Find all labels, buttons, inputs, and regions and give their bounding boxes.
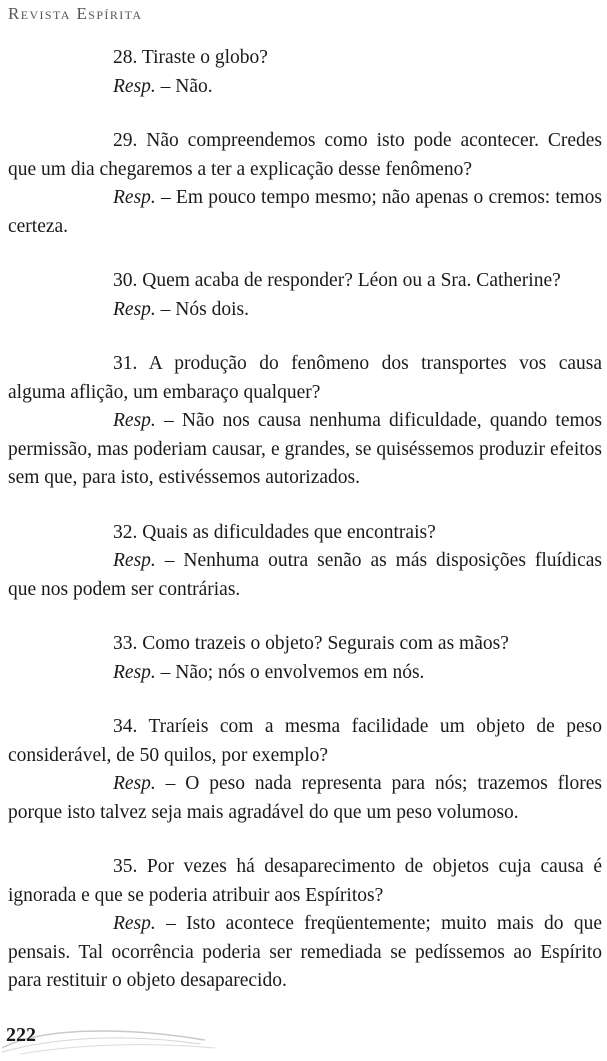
question-text: 29. Não compreendemos como isto pode acontecer. Credes que um dia chegaremos a ter a explicação desse fenômeno?	[8, 130, 602, 180]
question-text: 30. Quem acaba de responder? Léon ou a Sra. Catherine?	[113, 270, 561, 291]
answer-body: – Não.	[155, 75, 213, 97]
qa-item	[8, 350, 602, 493]
answer-body: – Não; nós o envolvemos em nós.	[155, 661, 425, 683]
page-number: 222	[6, 1024, 36, 1046]
qa-item	[8, 713, 602, 827]
question-text: 32. Quais as dificuldades que encontrais?	[113, 521, 436, 543]
answer-body: – Não nos causa nenhuma dificuldade, quando temos permissão, mas poderiam causar, e grandes, se quiséssemos produzir efeitos sem que, para isto, estivéssemos autorizados.	[8, 410, 602, 488]
resp-label: Resp.	[113, 773, 156, 794]
question-text: 31. A produção do fenômeno dos transportes vos causa alguma aflição, um embaraço qualquer?	[8, 353, 602, 403]
answer-text	[8, 407, 602, 493]
answer-text	[8, 659, 602, 688]
resp-label: Resp.	[113, 661, 156, 683]
qa-item	[8, 127, 602, 241]
question-text: 35. Por vezes há desaparecimento de objetos cuja causa é ignorada e que se poderia atribuir aos Espíritos?	[8, 856, 602, 906]
qa-item	[8, 519, 602, 605]
qa-item	[8, 44, 602, 101]
resp-label: Resp.	[113, 187, 156, 208]
qa-item	[8, 853, 602, 996]
answer-text	[8, 547, 602, 604]
resp-label: Resp.	[113, 550, 156, 571]
answer-body: – Nenhuma outra senão as más disposições fluídicas que nos podem ser contrárias.	[8, 550, 602, 600]
answer-text	[8, 770, 602, 827]
answer-text	[8, 73, 602, 102]
answer-body: – Nós dois.	[155, 298, 249, 320]
question-text: 34. Traríeis com a mesma facilidade um objeto de peso considerável, de 50 quilos, por exemplo?	[8, 716, 602, 766]
qa-item	[8, 630, 602, 687]
answer-body: – O peso nada representa para nós; trazemos flores porque isto talvez seja mais agradável do que um peso volumoso.	[8, 773, 602, 823]
qa-item	[8, 267, 602, 324]
page-body	[8, 44, 602, 1022]
resp-label: Resp.	[113, 913, 156, 934]
question-text: 33. Como trazeis o objeto? Segurais com as mãos?	[113, 633, 509, 654]
answer-text	[8, 296, 602, 325]
answer-body: – Isto acontece freqüentemente; muito mais do que pensais. Tal ocorrência poderia ser remediada se pedíssemos ao Espírito para restituir o objeto desaparecido.	[8, 913, 602, 991]
answer-text	[8, 910, 602, 996]
resp-label: Resp.	[113, 298, 156, 320]
question-text: 28. Tiraste o globo?	[113, 47, 268, 68]
resp-label: Resp.	[113, 75, 156, 97]
resp-label: Resp.	[113, 410, 156, 431]
answer-body: – Em pouco tempo mesmo; não apenas o cremos: temos certeza.	[8, 187, 602, 237]
answer-text	[8, 184, 602, 241]
running-header: Revista Espírita	[8, 4, 143, 23]
